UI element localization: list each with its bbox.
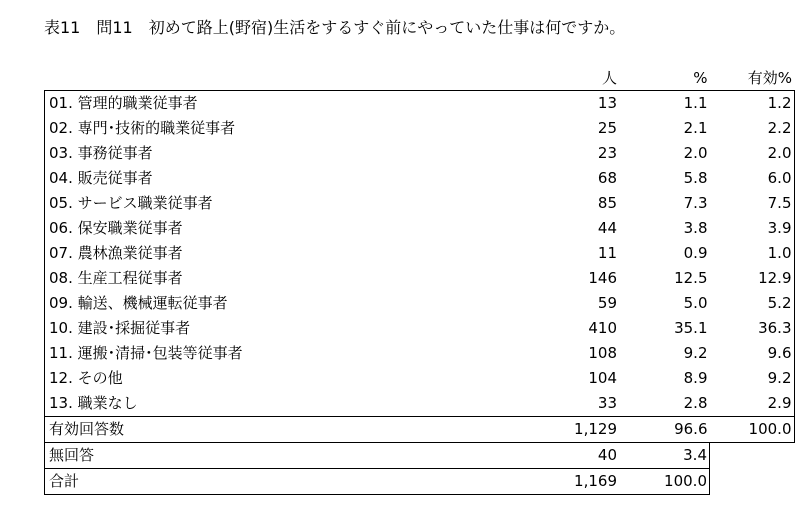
valid-total-count: 1,129 [525, 417, 619, 443]
row-valid-pct: 7.5 [710, 191, 795, 216]
row-pct: 0.9 [683, 244, 708, 262]
row-pct: 8.9 [683, 369, 708, 387]
row-label: 07. 農林漁業従事者 [45, 241, 526, 266]
row-pct: 5.0 [683, 294, 708, 312]
row-label: 10. 建設･採掘従事者 [45, 316, 526, 341]
total-count: 1,169 [525, 469, 619, 495]
table-title: 表11 問11 初めて路上(野宿)生活をするすぐ前にやっていた仕事は何ですか。 [44, 18, 626, 37]
table-row [45, 341, 795, 366]
row-valid-pct: 6.0 [710, 166, 795, 191]
total-row [45, 469, 795, 495]
table-row [45, 166, 795, 191]
row-count: 59 [597, 294, 617, 312]
row-count: 44 [597, 219, 617, 237]
header-pct: % [693, 69, 708, 87]
row-valid-pct: 9.2 [710, 366, 795, 391]
row-label: 09. 輸送、機械運転従事者 [45, 291, 526, 316]
row-pct: 2.0 [683, 144, 708, 162]
row-count: 13 [525, 91, 619, 117]
header-label [45, 66, 526, 91]
header-count: 人 [601, 69, 617, 87]
row-pct: 12.5 [674, 269, 708, 287]
row-valid-pct: 2.9 [710, 391, 795, 417]
row-count: 104 [588, 369, 617, 387]
no-answer-label: 無回答 [45, 443, 526, 469]
table-header-row [45, 66, 795, 91]
table-row [45, 366, 795, 391]
row-label: 04. 販売従事者 [45, 166, 526, 191]
total-pct: 100.0 [619, 469, 710, 495]
row-valid-pct: 2.0 [710, 141, 795, 166]
row-pct: 5.8 [683, 169, 708, 187]
table-row [45, 91, 795, 117]
row-valid-pct: 12.9 [710, 266, 795, 291]
table-row [45, 241, 795, 266]
row-count: 410 [588, 319, 617, 337]
row-label: 03. 事務従事者 [45, 141, 526, 166]
table-row [45, 141, 795, 166]
table-row [45, 116, 795, 141]
table-row [45, 316, 795, 341]
valid-total-valid-pct: 100.0 [710, 417, 795, 443]
table-row [45, 266, 795, 291]
no-answer-pct: 3.4 [619, 443, 710, 469]
row-pct: 35.1 [674, 319, 708, 337]
row-valid-pct: 1.0 [710, 241, 795, 266]
valid-total-row [45, 417, 795, 443]
row-valid-pct: 9.6 [710, 341, 795, 366]
row-label: 11. 運搬･清掃･包装等従事者 [45, 341, 526, 366]
row-pct: 2.1 [683, 119, 708, 137]
row-count: 68 [597, 169, 617, 187]
row-label: 08. 生産工程従事者 [45, 266, 526, 291]
table-row [45, 291, 795, 316]
row-valid-pct: 5.2 [710, 291, 795, 316]
row-count: 23 [597, 144, 617, 162]
total-label: 合計 [45, 469, 526, 495]
row-label: 05. サービス職業従事者 [45, 191, 526, 216]
occupation-table [44, 66, 795, 495]
row-count: 25 [597, 119, 617, 137]
row-count: 108 [588, 344, 617, 362]
table-row [45, 191, 795, 216]
row-label: 02. 専門･技術的職業従事者 [45, 116, 526, 141]
no-answer-count: 40 [525, 443, 619, 469]
row-pct: 9.2 [683, 344, 708, 362]
row-pct: 2.8 [619, 391, 710, 417]
valid-total-pct: 96.6 [619, 417, 710, 443]
row-pct: 1.1 [619, 91, 710, 117]
row-valid-pct: 1.2 [710, 91, 795, 117]
row-pct: 7.3 [683, 194, 708, 212]
header-valid-pct: 有効% [747, 69, 792, 87]
row-count: 33 [525, 391, 619, 417]
valid-total-label: 有効回答数 [45, 417, 526, 443]
no-answer-row [45, 443, 795, 469]
row-label: 13. 職業なし [45, 391, 526, 417]
row-count: 11 [597, 244, 617, 262]
row-count: 146 [588, 269, 617, 287]
row-pct: 3.8 [683, 219, 708, 237]
table-row [45, 216, 795, 241]
row-valid-pct: 36.3 [710, 316, 795, 341]
row-valid-pct: 3.9 [710, 216, 795, 241]
table-row [45, 391, 795, 417]
row-label: 12. その他 [45, 366, 526, 391]
row-count: 85 [597, 194, 617, 212]
row-valid-pct: 2.2 [710, 116, 795, 141]
row-label: 01. 管理的職業従事者 [45, 91, 526, 117]
row-label: 06. 保安職業従事者 [45, 216, 526, 241]
